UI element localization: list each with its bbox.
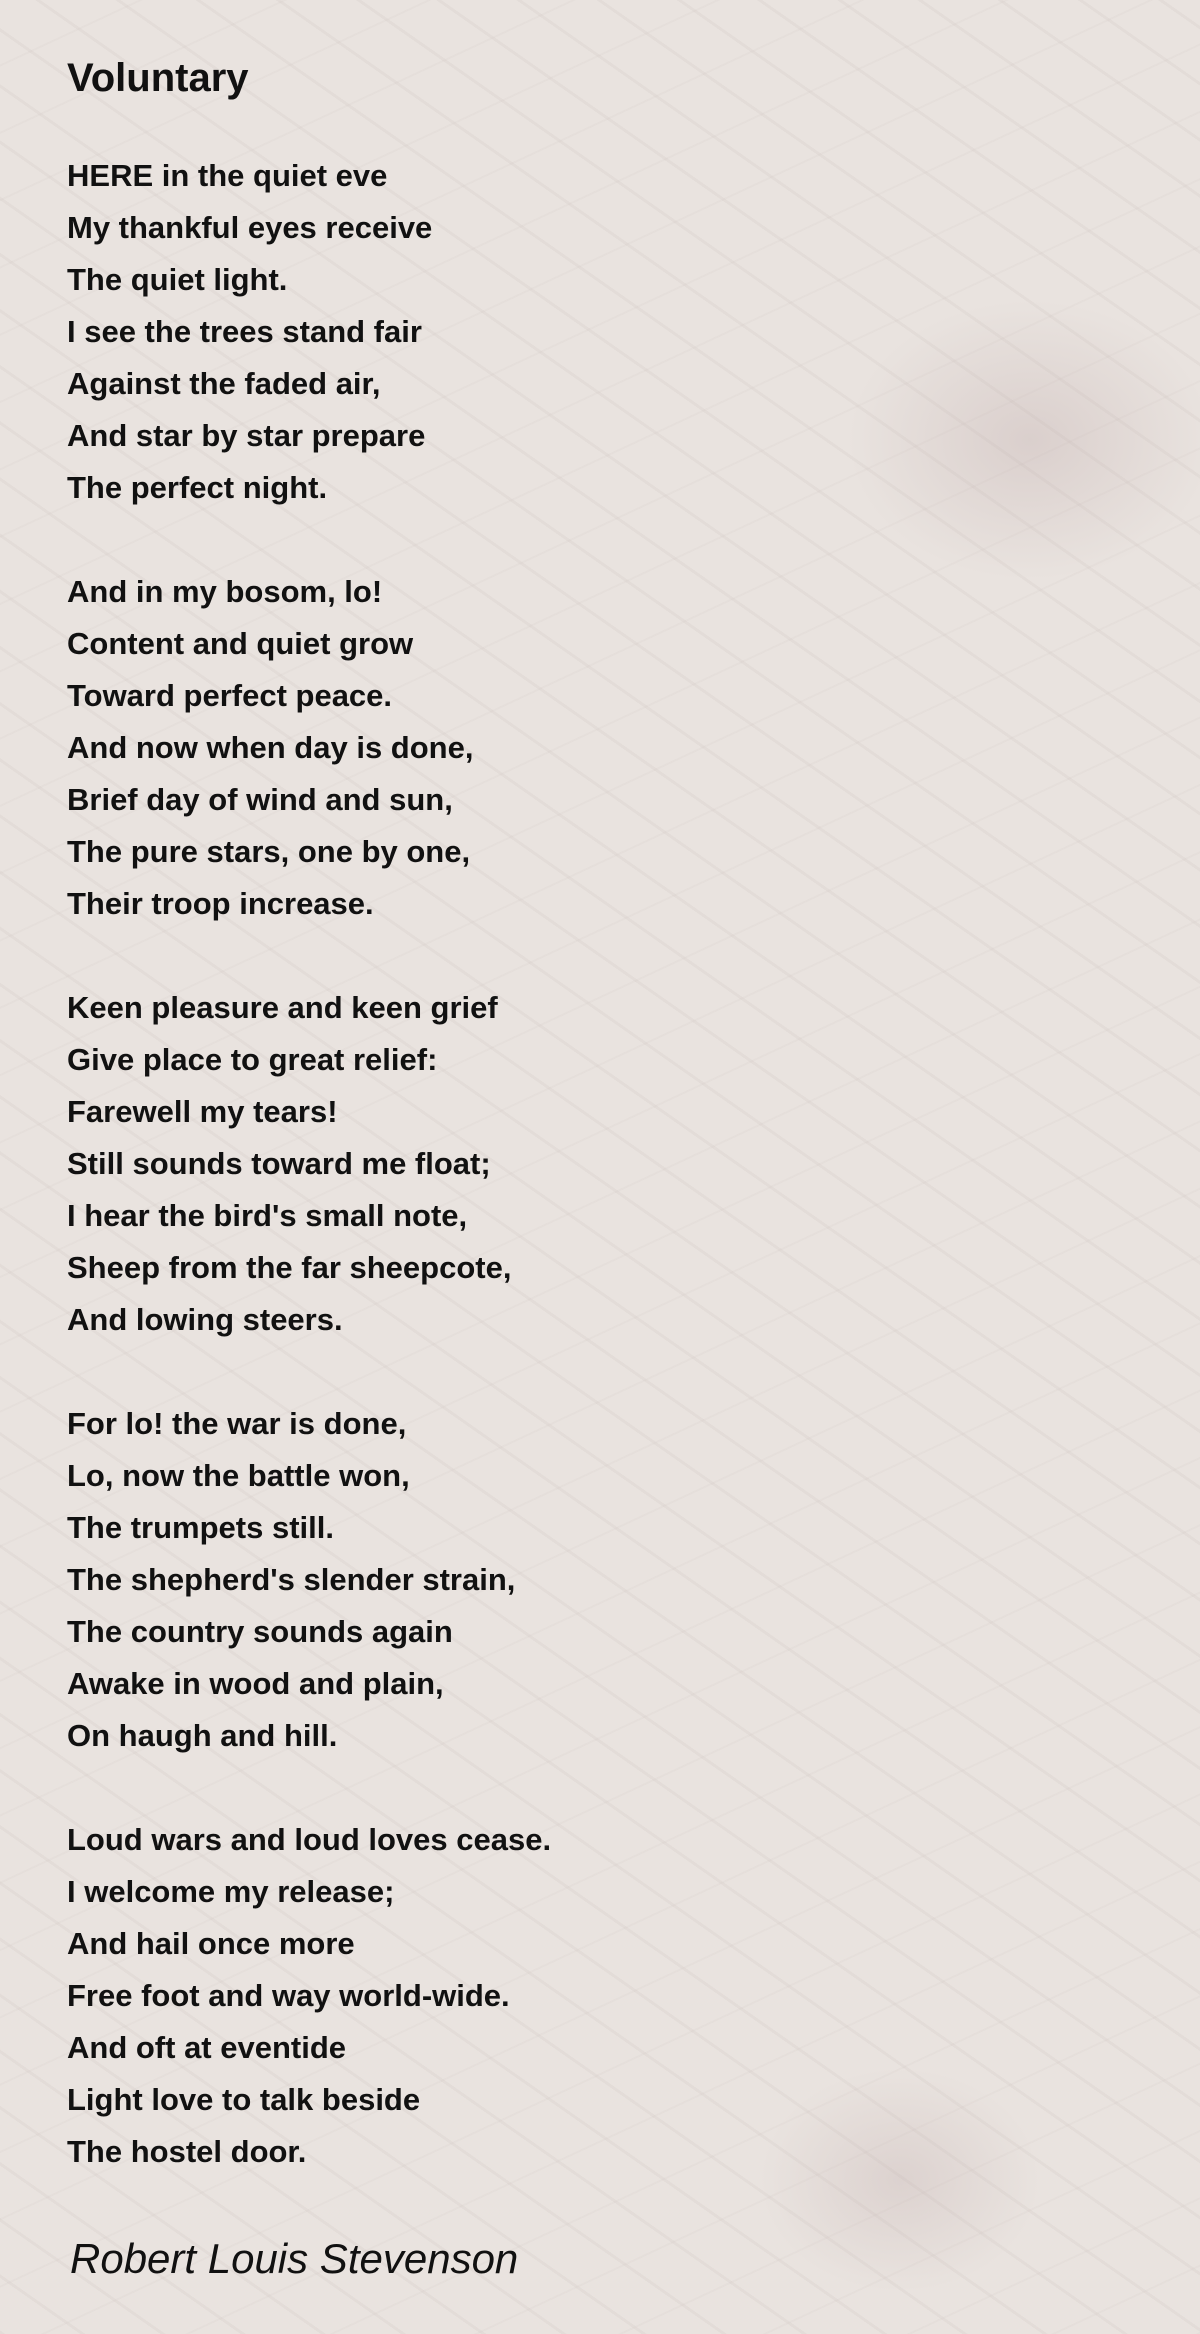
poem-line: Sheep from the far sheepcote, bbox=[67, 1250, 512, 1285]
poem-line: And now when day is done, bbox=[67, 730, 474, 765]
poem-line: And star by star prepare bbox=[67, 418, 426, 453]
poem-line: Still sounds toward me float; bbox=[67, 1146, 491, 1181]
stanza-1 bbox=[67, 150, 551, 514]
poem-body bbox=[67, 150, 551, 2230]
poem-line: The quiet light. bbox=[67, 262, 288, 297]
poem-line: Lo, now the battle won, bbox=[67, 1458, 410, 1493]
poem-line: And in my bosom, lo! bbox=[67, 574, 383, 609]
poem-line: Content and quiet grow bbox=[67, 626, 414, 661]
poem-line: On haugh and hill. bbox=[67, 1718, 338, 1753]
poem-line: HERE in the quiet eve bbox=[67, 158, 388, 193]
poem-line: The pure stars, one by one, bbox=[67, 834, 471, 869]
poem-line: And hail once more bbox=[67, 1926, 355, 1961]
poem-line: The hostel door. bbox=[67, 2134, 307, 2169]
poem-line: Farewell my tears! bbox=[67, 1094, 338, 1129]
poem-line: I welcome my release; bbox=[67, 1874, 395, 1909]
poem-line: The perfect night. bbox=[67, 470, 328, 505]
poem-line: Loud wars and loud loves cease. bbox=[67, 1822, 552, 1857]
poem-line: Their troop increase. bbox=[67, 886, 374, 921]
poem-line: I see the trees stand fair bbox=[67, 314, 422, 349]
stanza-4 bbox=[67, 1398, 551, 1762]
stanza-3 bbox=[67, 982, 551, 1346]
poem-line: Brief day of wind and sun, bbox=[67, 782, 453, 817]
poem-line: The country sounds again bbox=[67, 1614, 453, 1649]
poem-line: And lowing steers. bbox=[67, 1302, 343, 1337]
poem-title: Voluntary bbox=[67, 56, 249, 100]
poem-line: The shepherd's slender strain, bbox=[67, 1562, 516, 1597]
poem-line: For lo! the war is done, bbox=[67, 1406, 407, 1441]
poem-line: Free foot and way world-wide. bbox=[67, 1978, 510, 2013]
poem-line: Light love to talk beside bbox=[67, 2082, 421, 2117]
poem-line: Awake in wood and plain, bbox=[67, 1666, 444, 1701]
poem-line: And oft at eventide bbox=[67, 2030, 347, 2065]
poem-line: My thankful eyes receive bbox=[67, 210, 433, 245]
poem-line: Against the faded air, bbox=[67, 366, 381, 401]
stanza-5 bbox=[67, 1814, 551, 2178]
poem-line: The trumpets still. bbox=[67, 1510, 334, 1545]
stanza-2 bbox=[67, 566, 551, 930]
poem-line: I hear the bird's small note, bbox=[67, 1198, 468, 1233]
poem-line: Keen pleasure and keen grief bbox=[67, 990, 498, 1025]
poem-line: Give place to great relief: bbox=[67, 1042, 438, 1077]
poem-line: Toward perfect peace. bbox=[67, 678, 393, 713]
poem-author: Robert Louis Stevenson bbox=[70, 2235, 519, 2282]
